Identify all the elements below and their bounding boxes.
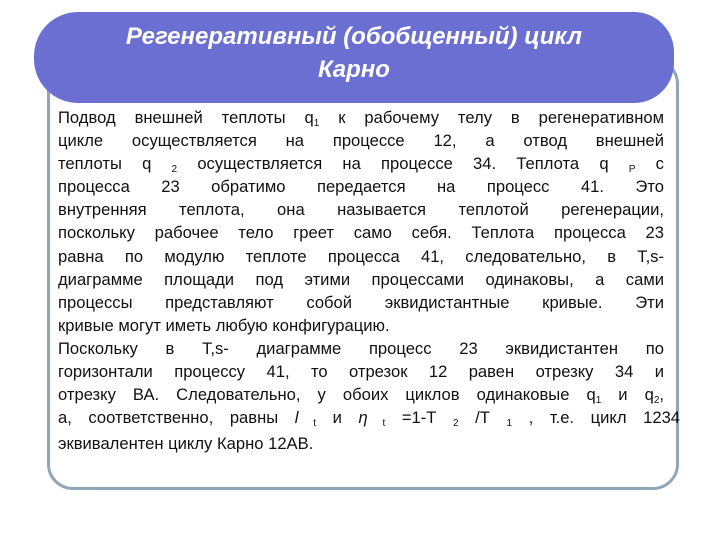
- title-line-2: Карно: [318, 56, 390, 83]
- paragraph-line-14: а, соответственно, равны l $_t$ и η $_t$ =1-Т $_2$ /Т $_1$ , т.е. цикл 1234: [58, 408, 681, 430]
- paragraph-line-9: процессы представляют собой эквидистантные кривые. Эти: [58, 292, 664, 312]
- title-line-1: Регенеративный (обобщенный) цикл: [125, 23, 583, 50]
- paragraph-line-5: внутренняя теплота, она называется теплотой регенерации,: [58, 200, 664, 220]
- paragraph-line-8: диаграмме площади под этими процессами одинаковы, а сами: [58, 269, 664, 289]
- paragraph-line-12: горизонтали процессу 41, то отрезок 12 равен отрезку 34 и: [58, 362, 664, 382]
- paragraph-line-13: отрезку ВА. Следовательно, у обоих циклов одинаковые $q_1$ и $q_2$,: [58, 385, 664, 407]
- paragraph-line-15: эквивалентен циклу Карно 12АВ.: [58, 434, 314, 454]
- paragraph-line-1: Подвод внешней теплоты $q_1$ к рабочему телу в регенеративном: [58, 108, 665, 129]
- paragraph-line-6: поскольку рабочее тело греет само себя. Теплота процесса 23: [58, 223, 664, 243]
- paragraph-line-4: процесса 23 обратимо передается на процесс 41. Это: [58, 177, 664, 197]
- body-text: [58, 106, 681, 455]
- paragraph-line-7: равна по модулю теплоте процесса 41, следовательно, в T,s-: [58, 246, 664, 266]
- paragraph-line-10: кривые могут иметь любую конфигурацию.: [58, 315, 390, 335]
- slide-title: [34, 12, 674, 103]
- paragraph-line-11: Поскольку в T,s- диаграмме процесс 23 эквидистантен по: [58, 338, 664, 358]
- paragraph-line-3: теплоты q $_2$ осуществляется на процессе 34. Теплота q $_Р$ с: [58, 154, 664, 176]
- paragraph-line-2: цикле осуществляется на процессе 12, а отвод внешней: [58, 131, 664, 151]
